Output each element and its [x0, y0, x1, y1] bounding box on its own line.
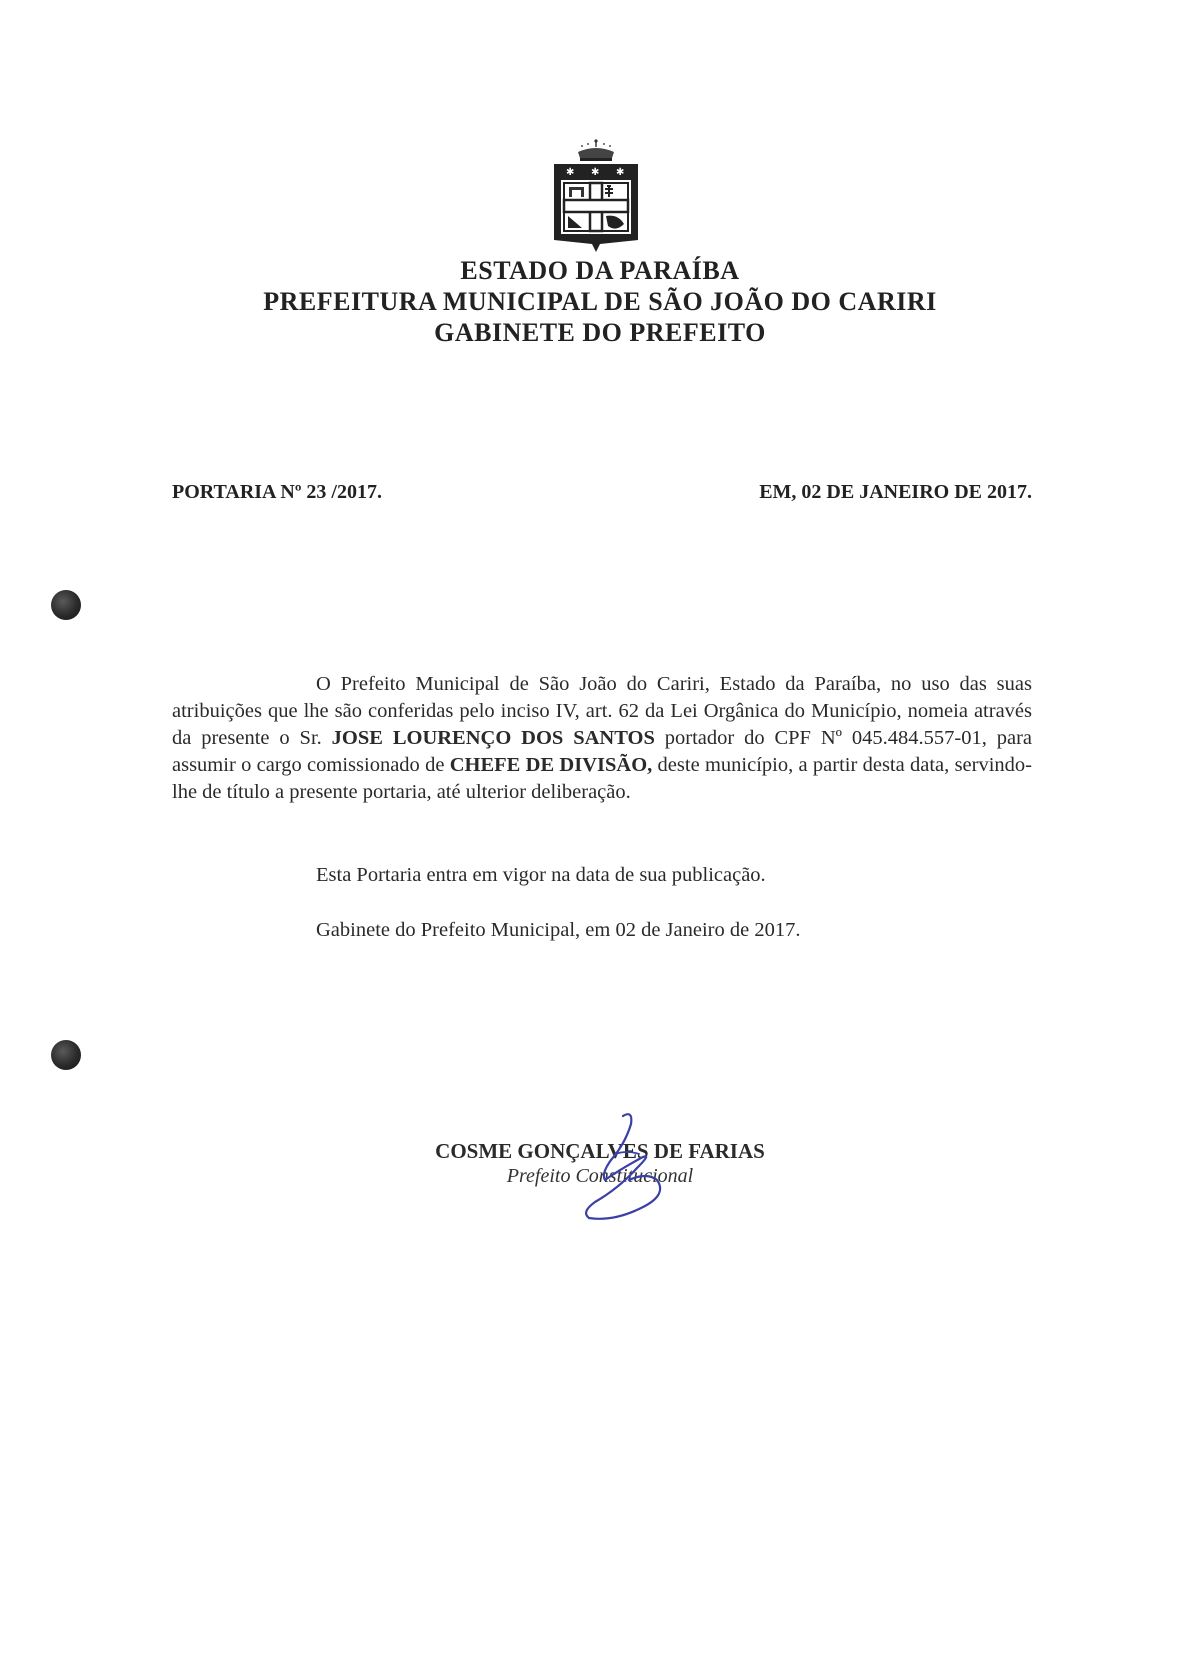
document-header: [0, 255, 1200, 348]
svg-text:✱: ✱: [591, 167, 600, 178]
svg-text:✱: ✱: [616, 167, 625, 178]
effective-date-paragraph: Esta Portaria entra em vigor na data de sua publicação.: [316, 864, 766, 886]
body-part-3: deste município, a partir desta data, servindo-lhe de título a presente portaria, até ulterior deliberação.: [172, 754, 1033, 803]
handwritten-signature: [575, 1110, 675, 1225]
appointee-name: JOSE LOURENÇO DOS SANTOS: [331, 727, 655, 749]
svg-text:✱: ✱: [566, 167, 575, 178]
portaria-number: PORTARIA Nº 23 /2017.: [172, 481, 382, 503]
appointment-paragraph: [172, 671, 1032, 806]
coat-of-arms-icon: [552, 138, 640, 256]
body-part-1: O Prefeito Municipal de São João do Cariri, Estado da Paraíba, no uso das suas atribuições que lhe são conferidas pelo inciso IV, art. 62 da Lei Orgânica do Município, nomeia através da presente o Sr.: [172, 673, 1032, 749]
place-date-paragraph: Gabinete do Prefeito Municipal, em 02 de Janeiro de 2017.: [316, 919, 801, 941]
signatory-name: COSME GONÇALVES DE FARIAS: [435, 1139, 765, 1163]
municipality-title: PREFEITURA MUNICIPAL DE SÃO JOÃO DO CARIRI: [263, 287, 937, 316]
position-title: CHEFE DE DIVISÃO,: [449, 754, 653, 776]
document-date: EM, 02 DE JANEIRO DE 2017.: [759, 481, 1032, 503]
signatory-title: Prefeito Constitucional: [506, 1165, 694, 1187]
punch-hole-icon: [51, 1040, 81, 1070]
punch-hole-icon: [51, 590, 81, 620]
state-title: ESTADO DA PARAÍBA: [460, 256, 740, 285]
body-part-2: portador do CPF Nº 045.484.557-01, para assumir o cargo comissionado de: [172, 727, 1033, 776]
office-title: GABINETE DO PREFEITO: [434, 318, 766, 347]
